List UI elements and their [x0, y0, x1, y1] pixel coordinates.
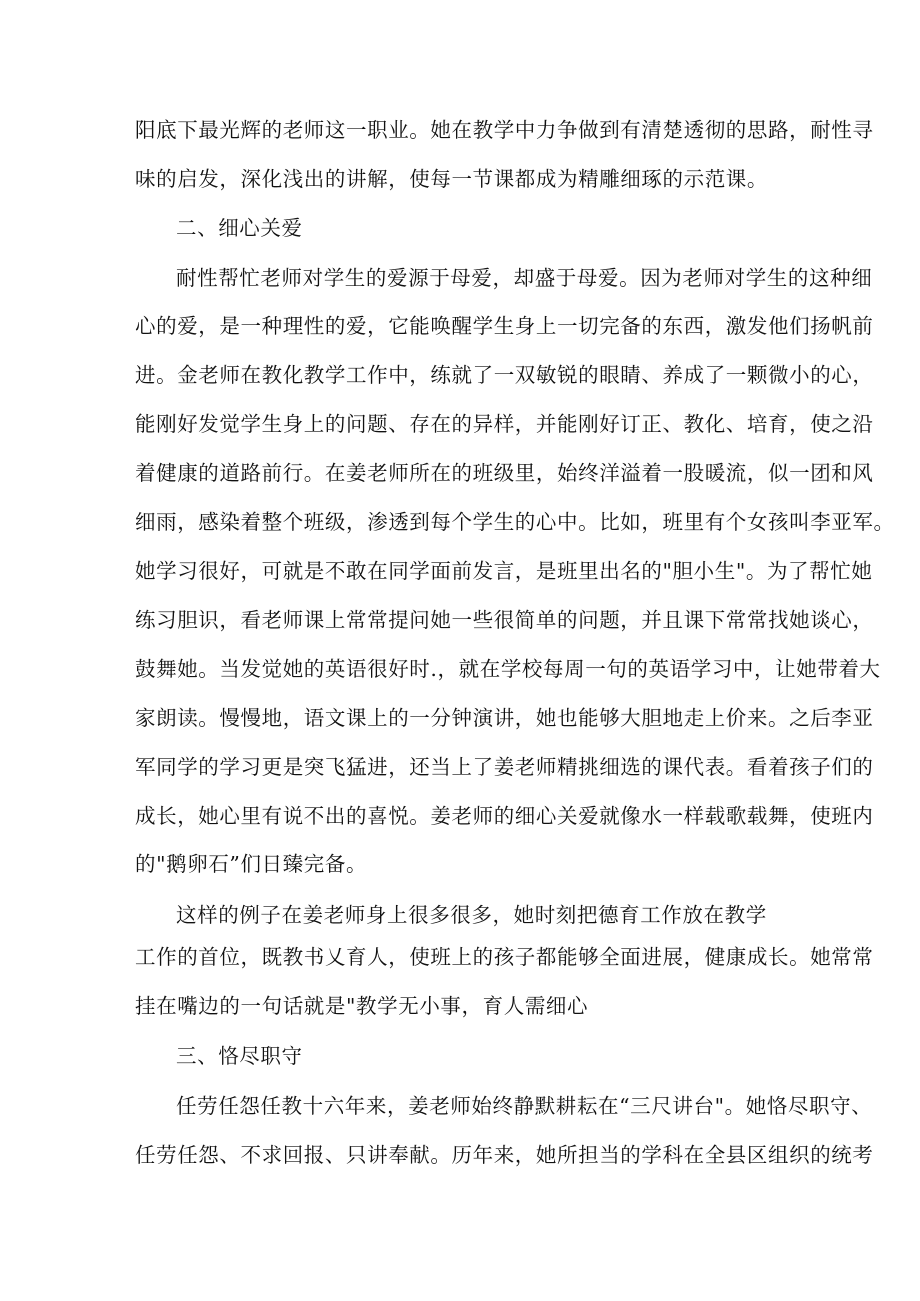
text-line: 工作的首位，既教书乂育人，使班上的孩子都能够全面进展，健康成长。她常常 [135, 945, 874, 969]
text-line: 耐性帮忙老师对学生的爱源于母爱，却盛于母爱。因为老师对学生的这种细 [176, 266, 873, 290]
text-line: 的"鹅卵石”们日臻完备。 [135, 852, 368, 876]
text-line: 任劳任怨任教十六年来，姜老师始终静默耕耘在“三尺讲台"。她恪尽职守、 [176, 1094, 873, 1118]
section-heading: 三、恪尽职守 [176, 1044, 303, 1068]
text-line: 着健康的道路前行。在姜老师所在的班级里，始终洋溢着一股暖流，似一团和风 [135, 461, 874, 485]
text-line: 阳底下最光辉的老师这一职业。她在教学中力争做到有清楚透彻的思路，耐性寻 [135, 118, 874, 142]
text-line: 心的爱，是一种理性的爱，它能唤醒学生身上一切完备的东西，激发他们扬帆前 [135, 314, 874, 338]
text-line: 成长，她心里有说不出的喜悦。姜老师的细心关爱就像水一样载歌载舞，使班内 [135, 804, 874, 828]
text-line: 任劳任怨、不求回报、只讲奉献。历年来，她所担当的学科在全县区组织的统考 [135, 1143, 874, 1167]
text-line: 能刚好发觉学生身上的问题、存在的异样，并能刚好订正、教化、培育，使之沿 [135, 412, 874, 436]
text-line: 家朗读。慢慢地，语文课上的一分钟演讲，她也能够大胆地走上价来。之后李亚 [135, 706, 874, 730]
text-line: 进。金老师在教化教学工作中，练就了一双敏锐的眼睛、养成了一颗微小的心， [135, 363, 874, 387]
text-line: 鼓舞她。当发觉她的英语很好时.，就在学校每周一句的英语学习中，让她带着大 [135, 657, 881, 681]
text-line: 挂在嘴边的一句话就是"教学无小事，育人需细心 [135, 994, 589, 1018]
text-line: 她学习很好，可就是不敢在同学面前发言，是班里出名的"胆小生"。为了帮忙她 [135, 559, 873, 583]
text-line: 这样的例子在姜老师身上很多很多，她时刻把德育工作放在教学 [176, 903, 767, 927]
section-heading: 二、细心关爱 [176, 216, 303, 240]
text-line: 味的启发，深化浅出的讲解，使每一节课都成为精雕细琢的示范课。 [135, 167, 768, 191]
text-line: 练习胆识，看老师课上常常提问她一些很简单的问题，并且课下常常找她谈心， [135, 608, 874, 632]
text-line: 细雨，感染着整个班级，渗透到每个学生的心中。比如，班里有个女孩叫李亚军。 [135, 510, 895, 534]
text-line: 军同学的学习更是突飞猛进，还当上了姜老师精挑细选的课代表。看着孩子们的 [135, 755, 874, 779]
